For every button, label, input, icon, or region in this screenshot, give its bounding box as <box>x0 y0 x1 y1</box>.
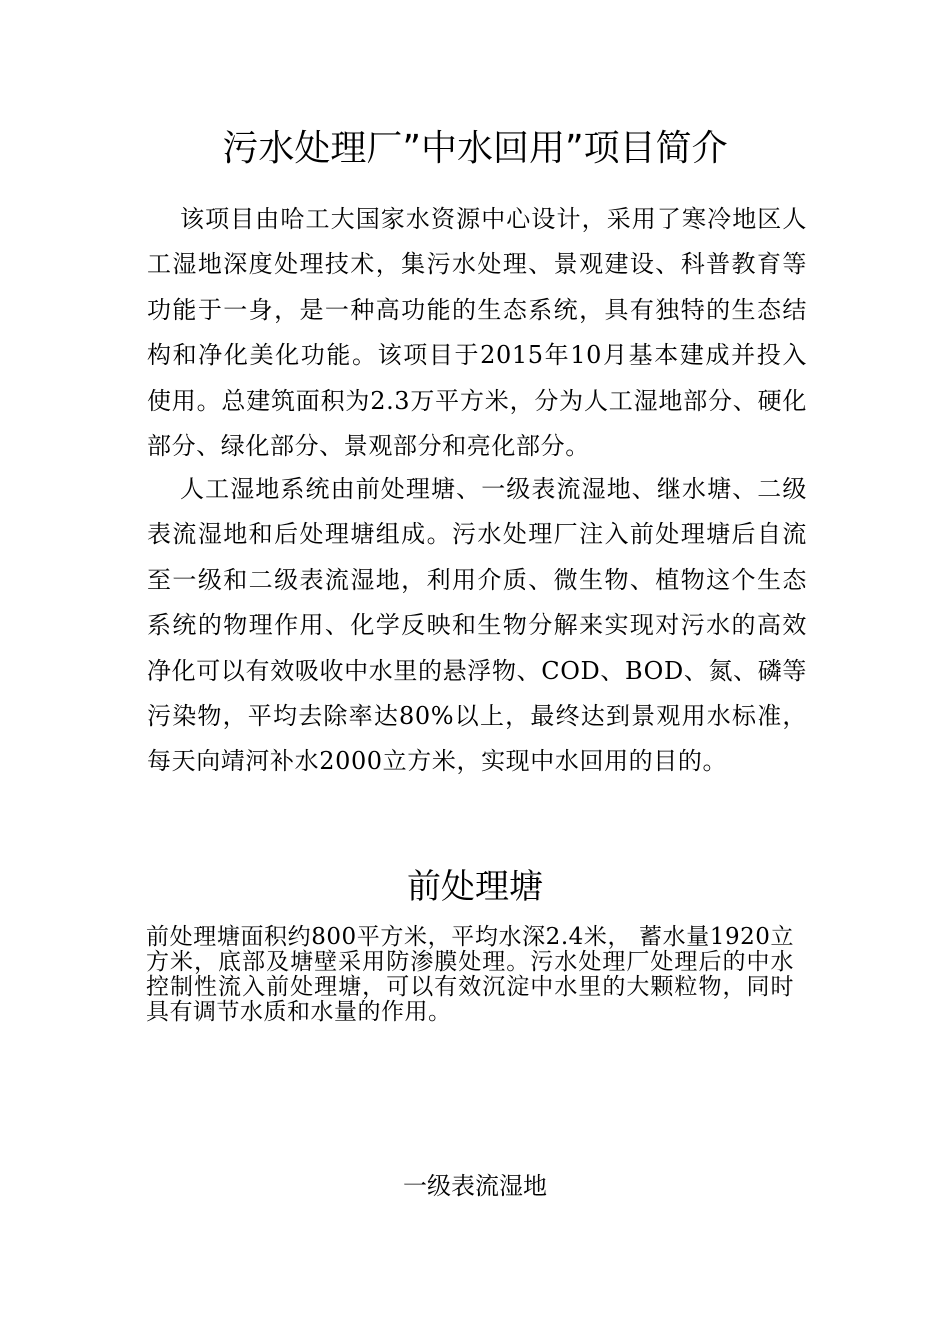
section-heading-surface-flow-wetland: 一级表流湿地 <box>403 1172 547 1200</box>
section-heading-pretreatment-pond: 前处理塘 <box>407 867 543 907</box>
document-title: 污水处理厂”中水回用”项目简介 <box>222 128 728 169</box>
intro-paragraph: 人工湿地系统由前处理塘、一级表流湿地、继水塘、二级表流湿地和后处理塘组成。污水处理厂注入前处理塘后自流至一级和二级表流湿地，利用介质、微生物、植物这个生态系统的物理作用、化学反映和生物分解来实现对污水的高效净化可以有效吸收中水里的悬浮物、COD、BOD、氮、磷等污染物，平均去除率达80%以上，最终达到景观用水标准，每天向靖河补水2000立方米，实现中水回用的目的。 <box>147 475 807 776</box>
section-text-pretreatment-pond: 前处理塘面积约800平方米，平均水深2.4米， 蓄水量1920立方米，底部及塘壁采用防渗膜处理。污水处理厂处理后的中水控制性流入前处理塘，可以有效沉淀中水里的大颗粒物，同时具有调节水质和水量的作用。 <box>146 924 794 1025</box>
intro-paragraph: 该项目由哈工大国家水资源中心设计，采用了寒冷地区人工湿地深度处理技术，集污水处理、景观建设、科普教育等功能于一身，是一种高功能的生态系统，具有独特的生态结构和净化美化功能。该项目于2015年10月基本建成并投入使用。总建筑面积为2.3万平方米，分为人工湿地部分、硬化部分、绿化部分、景观部分和亮化部分。 <box>147 205 807 461</box>
